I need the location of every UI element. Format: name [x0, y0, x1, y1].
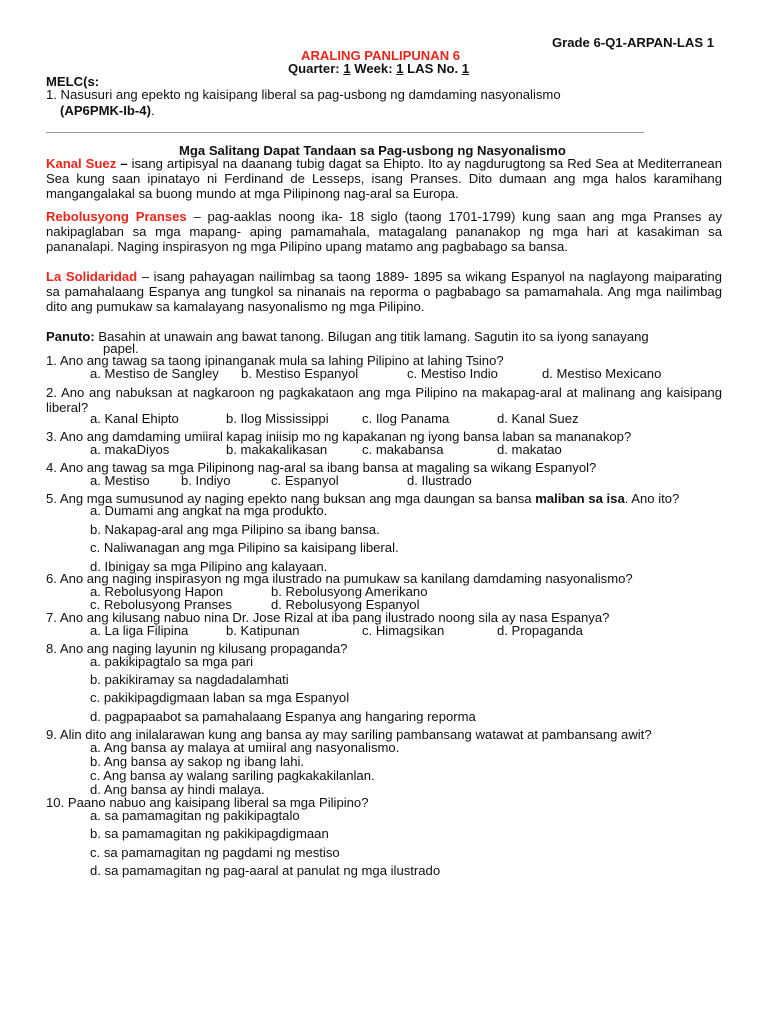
- divider-line: [46, 132, 644, 133]
- q3-choice-d[interactable]: d. makatao: [497, 442, 562, 457]
- q7-choice-c[interactable]: c. Himagsikan: [362, 623, 445, 638]
- question-4: 4. Ano ang tawag sa mga Pilipinong nag-aral sa ibang bansa at magaling sa wikang Espanyol?: [46, 460, 597, 475]
- q3-choice-c[interactable]: c. makabansa: [362, 442, 444, 457]
- q8-choice-d[interactable]: d. pagpapaabot sa pamahalaang Espanya ang hangaring reporma: [90, 709, 476, 724]
- quarter-week-line: Quarter: 1 Week: 1 LAS No. 1: [288, 61, 470, 76]
- question-7: 7. Ano ang kilusang nabuo nina Dr. Jose Rizal at iba pang ilustrado noong sila ay nasa Espanya?: [46, 610, 610, 625]
- q4-choice-b[interactable]: b. Indiyo: [181, 473, 231, 488]
- q2-choice-b[interactable]: b. Ilog Mississippi: [226, 411, 329, 426]
- q5-choice-a[interactable]: a. Dumami ang angkat na mga produkto.: [90, 503, 328, 518]
- q8-choice-a[interactable]: a. pakikipagtalo sa mga pari: [90, 654, 254, 669]
- q1-choice-b[interactable]: b. Mestiso Espanyol: [241, 366, 359, 381]
- question-6: 6. Ano ang naging inspirasyon ng mga ilustrado na pumukaw sa kanilang damdaming nasyonalismo?: [46, 571, 633, 586]
- q9-choice-d[interactable]: d. Ang bansa ay hindi malaya.: [90, 782, 265, 797]
- q6-choice-b[interactable]: b. Rebolusyong Amerikano: [271, 584, 428, 599]
- vocab-entry-rebolusyong-pranses: Rebolusyong Pranses – pag-aaklas noong ika- 18 siglo (taong 1701-1799) kung saan ang mga Pranses ay nakipaglaban sa mga mapang- aping pamamahala, matagalang pananakop ng mga hari at kasakiman sa pananalapi. Naging inspirasyon ng mga Pilipino upang matamo ang pagbabago sa bansa.: [46, 209, 722, 254]
- instructions-cont: papel.: [103, 341, 139, 356]
- q5-choice-b[interactable]: b. Nakapag-aral ang mga Pilipino sa ibang bansa.: [90, 522, 380, 537]
- vocab-entry-kanal-suez: Kanal Suez – isang artipisyal na daanang tubig dagat sa Ehipto. Ito ay nagdurugtong sa Red Sea at Mediterranean Sea kung saan ipinatayo ni Ferdinand de Lesseps, isang Pranses. Dito dumaan ang mga halos karamihang mangangalakal sa buong mundo at mga Pilipinong nag-aral sa Europa.: [46, 156, 722, 201]
- q6-choice-d[interactable]: d. Rebolusyong Espanyol: [271, 597, 420, 612]
- q2-choice-d[interactable]: d. Kanal Suez: [497, 411, 579, 426]
- q9-choice-b[interactable]: b. Ang bansa ay sakop ng ibang lahi.: [90, 754, 305, 769]
- q3-choice-b[interactable]: b. makakalikasan: [226, 442, 328, 457]
- question-8: 8. Ano ang naging layunin ng kilusang propaganda?: [46, 641, 348, 656]
- question-3: 3. Ano ang damdaming umiiral kapag iniisip mo ng kapakanan ng iyong bansa laban sa mananakop?: [46, 429, 632, 444]
- q5-choice-c[interactable]: c. Naliwanagan ang mga Pilipino sa kaisipang liberal.: [90, 540, 399, 555]
- document-code: Grade 6-Q1-ARPAN-LAS 1: [552, 35, 715, 50]
- q5-choice-d[interactable]: d. Ibinigay sa mga Pilipino ang kalayaan.: [90, 559, 328, 574]
- melc-label: MELC(s:: [46, 74, 100, 89]
- q7-choice-d[interactable]: d. Propaganda: [497, 623, 583, 638]
- question-9: 9. Alin dito ang inilalarawan kung ang bansa ay may sariling pambansang watawat at pambansang awit?: [46, 727, 652, 742]
- question-2: 2. Ano ang nabuksan at nagkaroon ng pagkakataon ang mga Pilipino na makapag-aral at malinang ang kaisipang liberal?: [46, 385, 722, 415]
- question-10: 10. Paano nabuo ang kaisipang liberal sa mga Pilipino?: [46, 795, 369, 810]
- q1-choice-d[interactable]: d. Mestiso Mexicano: [542, 366, 662, 381]
- question-5: 5. Ang mga sumusunod ay naging epekto nang buksan ang mga daungan sa bansa maliban sa isa. Ano ito?: [46, 491, 680, 506]
- q2-choice-a[interactable]: a. Kanal Ehipto: [90, 411, 179, 426]
- q4-choice-d[interactable]: d. Ilustrado: [407, 473, 472, 488]
- q8-choice-b[interactable]: b. pakikiramay sa nagdadalamhati: [90, 672, 289, 687]
- melc-item: 1. Nasusuri ang epekto ng kaisipang liberal sa pag-usbong ng damdaming nasyonalismo: [46, 87, 561, 102]
- vocab-entry-la-solidaridad: La Solidaridad – isang pahayagan nailimbag sa taong 1889- 1895 sa wikang Espanyol na naglayong maiparating sa pamahalaang Espanya ang tungkol sa ninanais na reporma o pagbabago sa pamamahala. Ang mga nailimbag dito ang pumukaw sa kamalayang nasyonalismo ng mga Pilipino.: [46, 269, 722, 314]
- q10-choice-c[interactable]: c. sa pamamagitan ng pagdami ng mestiso: [90, 845, 340, 860]
- q6-choice-c[interactable]: c. Rebolusyong Pranses: [90, 597, 232, 612]
- q7-choice-b[interactable]: b. Katipunan: [226, 623, 300, 638]
- q10-choice-d[interactable]: d. sa pamamagitan ng pag-aaral at panulat ng mga ilustrado: [90, 863, 441, 878]
- q8-choice-c[interactable]: c. pakikipagdigmaan laban sa mga Espanyol: [90, 690, 350, 705]
- q4-choice-c[interactable]: c. Espanyol: [271, 473, 339, 488]
- q2-choice-c[interactable]: c. Ilog Panama: [362, 411, 450, 426]
- q9-choice-c[interactable]: c. Ang bansa ay walang sariling pagkakakilanlan.: [90, 768, 375, 783]
- vocab-title: Mga Salitang Dapat Tandaan sa Pag-usbong ng Nasyonalismo: [179, 143, 566, 158]
- question-1: 1. Ano ang tawag sa taong ipinanganak mula sa lahing Pilipino at lahing Tsino?: [46, 353, 504, 368]
- q3-choice-a[interactable]: a. makaDiyos: [90, 442, 170, 457]
- q10-choice-b[interactable]: b. sa pamamagitan ng pakikipagdigmaan: [90, 826, 329, 841]
- q4-choice-a[interactable]: a. Mestiso: [90, 473, 150, 488]
- q1-choice-c[interactable]: c. Mestiso Indio: [407, 366, 498, 381]
- instructions: Panuto: Basahin at unawain ang bawat tanong. Bilugan ang titik lamang. Sagutin ito sa iyong sanayang: [46, 329, 649, 344]
- q6-choice-a[interactable]: a. Rebolusyong Hapon: [90, 584, 224, 599]
- q1-choice-a[interactable]: a. Mestiso de Sangley: [90, 366, 219, 381]
- q7-choice-a[interactable]: a. La liga Filipina: [90, 623, 189, 638]
- q9-choice-a[interactable]: a. Ang bansa ay malaya at umiiral ang nasyonalismo.: [90, 740, 400, 755]
- subject-title: ARALING PANLIPUNAN 6: [301, 48, 461, 63]
- q10-choice-a[interactable]: a. sa pamamagitan ng pakikipagtalo: [90, 808, 300, 823]
- melc-code-line: (AP6PMK-Ib-4).: [60, 103, 155, 118]
